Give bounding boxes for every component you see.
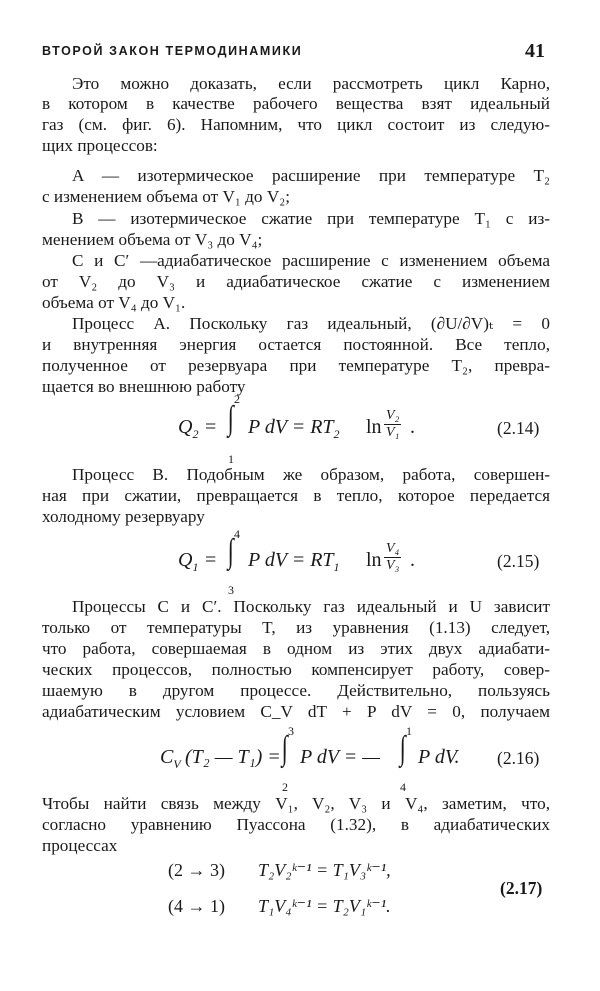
text-line: Процесс B. Подобным же образом, работа, совершен- bbox=[72, 465, 550, 484]
text-line: в котором в качестве рабочего вещества взят идеальный bbox=[42, 94, 550, 113]
equation-2-16: $C_V$ (T₂ — T₁) = ∫ 3 2 P dV = — ∫ 1 4 P dV. (2.16) bbox=[160, 724, 540, 794]
text-line: ная при сжатии, превращается в тепло, которое передается bbox=[42, 486, 550, 505]
equation-number: (2.14) bbox=[497, 418, 540, 438]
text-line: B — изотермическое сжатие при температуре T₁ с из- bbox=[72, 209, 550, 228]
equation-2-17: (2 → 3) T₂V₂ᵏ⁻¹ = T₁V₃ᵏ⁻¹, (4 → 1) T₁V₄ᵏ⁻¹ = T₂V₁ᵏ⁻¹. (2.17) bbox=[168, 860, 543, 916]
text-line: холодному резервуару bbox=[42, 507, 205, 526]
text-line: менением объема от V₃ до V₄; bbox=[42, 230, 263, 249]
text-line: газ (см. фиг. 6). Напомним, что цикл состоит из следую- bbox=[42, 115, 550, 134]
text-line: Процессы C и C′. Поскольку газ идеальный и U зависит bbox=[72, 597, 550, 616]
page-number: 41 bbox=[525, 40, 545, 62]
equation-2-14: $Q_2$ = ∫ 2 1 P dV = $RT_2$ ln $\frac{\text{V₂}}{\text{V₁}}$ . (2.14) bbox=[178, 392, 540, 466]
text-line: объема от V₄ до V₁. bbox=[42, 293, 186, 312]
text-line: Это можно доказать, если рассмотреть цикл Карно, bbox=[72, 74, 550, 93]
text-line: Чтобы найти связь между V₁, V₂, V₃ и V₄, заметим, что, bbox=[42, 794, 550, 813]
equation-2-15: $Q_1$ = ∫ 4 3 P dV = $RT_1$ ln $\frac{\text{V₄}}{\text{V₃}}$ . (2.15) bbox=[178, 527, 540, 597]
text-line: с изменением объема от V₁ до V₂; bbox=[42, 187, 291, 206]
text-line: согласно уравнению Пуассона (1.32), в адиабатических bbox=[42, 815, 550, 834]
text-line: адиабатическим условием C_V dT + P dV = 0, получаем bbox=[42, 702, 550, 721]
text-line: что работа, совершаемая в одном из этих двух адиабати- bbox=[42, 639, 550, 658]
text-line: и внутренняя энергия остается постоянной. Все тепло, bbox=[42, 335, 550, 354]
text-line: Процесс A. Поскольку газ идеальный, (∂U/∂V)ₜ = 0 bbox=[72, 314, 550, 333]
text-line: процессах bbox=[42, 836, 118, 855]
text-line: только от температуры T, из уравнения (1.13) следует, bbox=[42, 618, 550, 637]
text-line: ческих процессов, полностью компенсирует работу, совер- bbox=[42, 660, 550, 679]
text-line: щается во внешнюю работу bbox=[42, 377, 246, 396]
text-line: полученное от резервуара при температуре T₂, превра- bbox=[42, 356, 550, 375]
running-title: ВТОРОЙ ЗАКОН ТЕРМОДИНАМИКИ bbox=[42, 44, 303, 58]
text-line: щих процессов: bbox=[42, 136, 158, 155]
text-line: шаемую в другом процессе. Действительно, пользуясь bbox=[42, 681, 550, 700]
equation-number: (2.17) bbox=[500, 878, 543, 898]
equation-number: (2.15) bbox=[497, 551, 540, 571]
text-line: от V₂ до V₃ и адиабатическое сжатие с изменением bbox=[42, 272, 550, 291]
text-line: A — изотермическое расширение при температуре T₂ bbox=[72, 166, 550, 185]
equation-number: (2.16) bbox=[497, 748, 540, 768]
text-line: C и C′ —адиабатическое расширение с изменением объема bbox=[72, 251, 550, 270]
